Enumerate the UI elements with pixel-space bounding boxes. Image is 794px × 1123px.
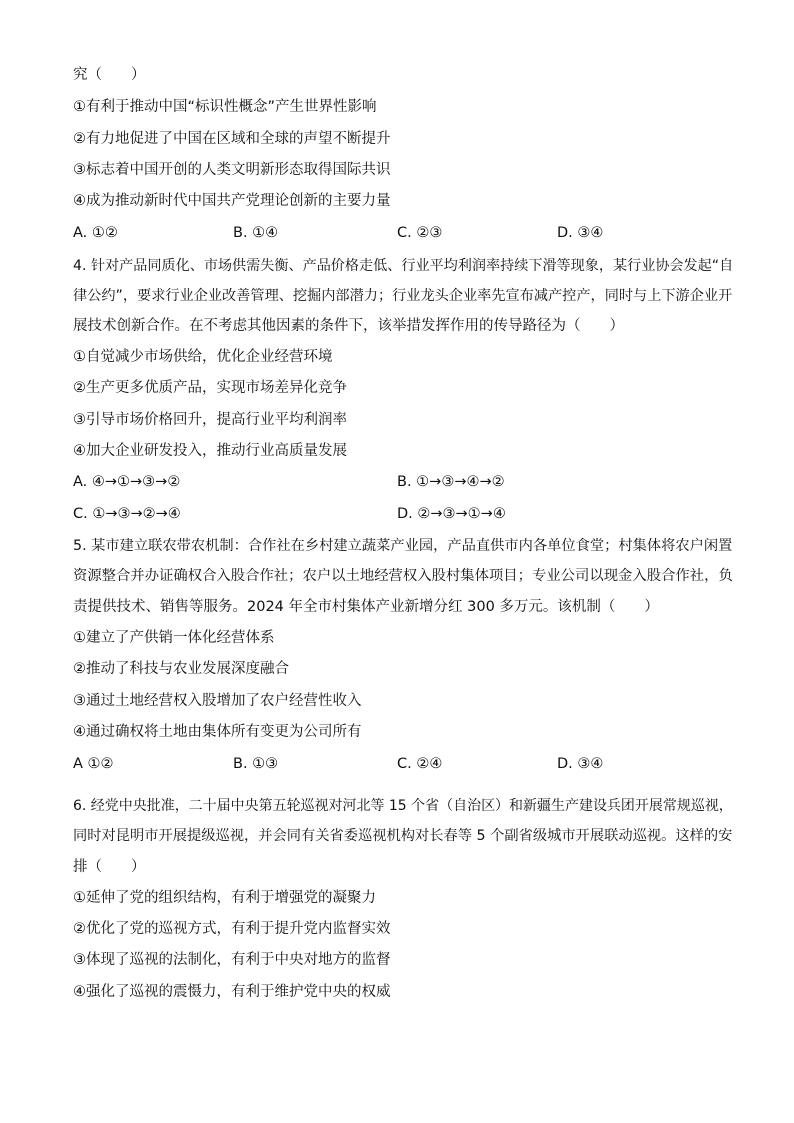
q4-option-c: C. ①→③→②→④ [73, 506, 181, 522]
q4-item-4: ④加大企业研发投入，推动行业高质量发展 [73, 443, 347, 459]
q6-stem-line-2: 同时对昆明市开展提级巡视，并会同有关省委巡视机构对长春等 5 个副省级城市开展联动巡视。这样的安 [73, 828, 733, 844]
q4-option-d: D. ②→③→①→④ [397, 506, 506, 522]
q5-stem-line-1: 5. 某市建立联农带农机制：合作社在乡村建立蔬菜产业园，产品直供市内各单位食堂；村集体将农户闲置 [73, 538, 733, 554]
q5-stem-line-3: 责提供技术、销售等服务。2024 年全市村集体产业新增分红 300 多万元。该机制（ ） [73, 599, 659, 615]
q4-option-b: B. ①→③→④→② [397, 474, 505, 490]
q4-stem-line-1: 4. 针对产品同质化、市场供需失衡、产品价格走低、行业平均利润率持续下滑等现象，某行业协会发起“自 [73, 258, 734, 274]
q4-stem-line-2: 律公约”，要求行业企业改善管理、挖掘内部潜力；行业龙头企业率先宣布减产控产，同时与上下游企业开 [73, 288, 733, 304]
q3-item-2: ②有力地促进了中国在区域和全球的声望不断提升 [73, 131, 391, 147]
q6-item-3: ③体现了巡视的法制化，有利于中央对地方的监督 [73, 952, 391, 968]
q5-item-1: ①建立了产供销一体化经营体系 [73, 630, 275, 646]
q5-item-2: ②推动了科技与农业发展深度融合 [73, 661, 289, 677]
q3-item-4: ④成为推动新时代中国共产党理论创新的主要力量 [73, 193, 391, 209]
q5-option-d: D. ③④ [557, 756, 604, 772]
q3-option-c: C. ②③ [397, 225, 443, 241]
q5-option-b: B. ①③ [233, 756, 279, 772]
q4-option-a: A. ④→①→③→② [73, 474, 181, 490]
q3-item-1: ①有利于推动中国“标识性概念”产生世界性影响 [73, 99, 377, 115]
q3-item-3: ③标志着中国开创的人类文明新形态取得国际共识 [73, 162, 391, 178]
q4-item-1: ①自觉减少市场供给，优化企业经营环境 [73, 349, 333, 365]
q5-option-a: A ①② [73, 756, 114, 772]
q3-option-a: A. ①② [73, 225, 118, 241]
q5-stem-line-2: 资源整合并办证确权合入股合作社；农户以土地经营权入股村集体项目；专业公司以现金入股合作社，负 [73, 568, 733, 584]
q6-item-1: ①延伸了党的组织结构，有利于增强党的凝聚力 [73, 890, 376, 906]
q6-item-4: ④强化了巡视的震慑力，有利于维护党中央的权威 [73, 984, 391, 1000]
q4-stem-line-3: 展技术创新合作。在不考虑其他因素的条件下，该举措发挥作用的传导路径为（ ） [73, 318, 624, 334]
q3-option-b: B. ①④ [233, 225, 279, 241]
q5-item-4: ④通过确权将土地由集体所有变更为公司所有 [73, 724, 362, 740]
q3-option-d: D. ③④ [557, 225, 604, 241]
q4-item-2: ②生产更多优质产品，实现市场差异化竞争 [73, 380, 347, 396]
q6-stem-line-1: 6. 经党中央批准，二十届中央第五轮巡视对河北等 15 个省（自治区）和新疆生产建设兵团开展常规巡视， [73, 798, 733, 814]
q5-option-c: C. ②④ [397, 756, 443, 772]
q6-stem-line-3: 排（ ） [73, 859, 146, 875]
q3-stem-continuation: 究（ ） [73, 67, 146, 83]
q6-item-2: ②优化了党的巡视方式，有利于提升党内监督实效 [73, 921, 391, 937]
q4-item-3: ③引导市场价格回升，提高行业平均利润率 [73, 412, 347, 428]
q5-item-3: ③通过土地经营权入股增加了农户经营性收入 [73, 693, 362, 709]
